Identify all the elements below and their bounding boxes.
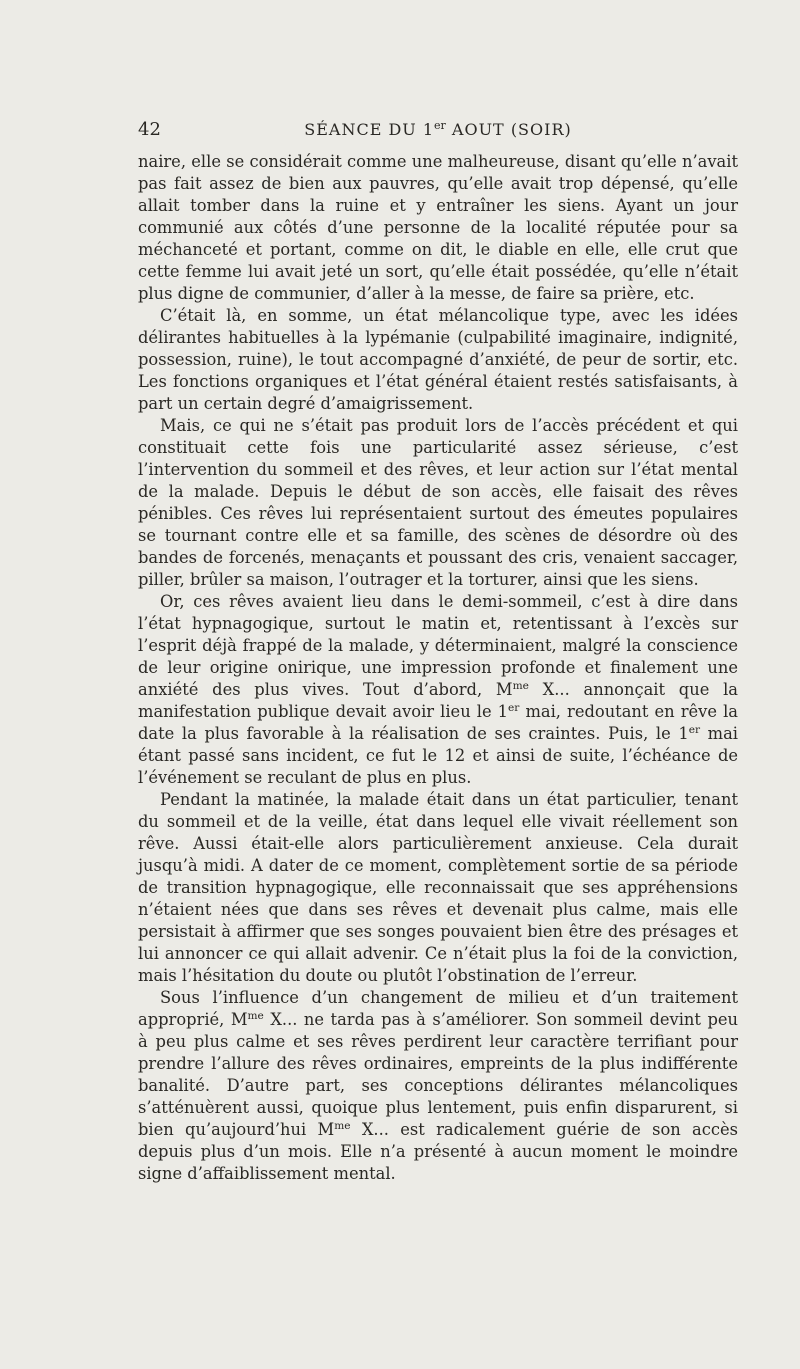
paragraph-1: naire, elle se considérait comme une malheureuse, disant qu’elle n’avait pas fait assez de bien aux pauvres, qu’elle avait trop dépensé, qu’elle allait tomber dans la ruine et y entraîner les siens. Ayant un jour communié aux côtés d’une personne de la localité réputée pour sa méchanceté et portant, comme on dit, le diable en elle, elle crut que cette femme lui avait jeté un sort, qu’elle était possédée, qu’elle n’était plus digne de communier, d’aller à la messe, de faire sa prière, etc. <box>138 152 738 303</box>
body-text <box>138 151 738 1185</box>
page-header <box>138 119 738 149</box>
paragraph-4: Or, ces rêves avaient lieu dans le demi-sommeil, c’est à dire dans l’état hypnagogique, surtout le matin et, retentissant à l’excès sur l’esprit déjà frappé de la malade, y déterminaient, malgré la conscience de leur origine onirique, une impression profonde et finalement une anxiété des plus vives. Tout d’abord, $M^{me}$ X... annonçait que la manifestation publique devait avoir lieu le 1er mai, redoutant en rêve la date la plus favorable à la réalisation de ses craintes. Puis, le 1er mai étant passé sans incident, ce fut le 12 et ainsi de suite, l’échéance de l’événement se reculant de plus en plus. <box>138 592 738 787</box>
paragraph-6: Sous l’influence d’un changement de milieu et d’un traitement approprié, $M^{me}$ X... ne tarda pas à s’améliorer. Son sommeil devint peu à peu plus calme et ses rêves perdirent leur caractère terrifiant pour prendre l’allure des rêves ordinaires, empreints de la plus indifférente banalité. D’autre part, ses conceptions délirantes mélancoliques s’atténuèrent aussi, quoique plus lentement, puis enfin disparurent, si bien qu’aujourd’hui $M^{me}$ X... est radicalement guérie de son accès depuis plus d’un mois. Elle n’a présenté à aucun moment le moindre signe d’affaiblissement mental. <box>138 988 738 1183</box>
page-number: 42 <box>138 119 161 140</box>
paragraph-5: Pendant la matinée, la malade était dans un état particulier, tenant du sommeil et de la veille, état dans lequel elle vivait réellement son rêve. Aussi était-elle alors particulièrement anxieuse. Cela durait jusqu’à midi. A dater de ce moment, complètement sortie de sa période de transition hypnagogique, elle reconnaissait que ses appréhensions n’étaient nées que dans ses rêves et devenait plus calme, mais elle persistait à affirmer que ses songes pouvaient bien être des présages et lui annoncer ce qui allait advenir. Ce n’était plus la foi de la conviction, mais l’hésitation du doute ou plutôt l’obstination de l’erreur. <box>138 790 738 985</box>
running-title: SÉANCE DU 1er AOUT (SOIR) <box>304 118 572 139</box>
paragraph-3: Mais, ce qui ne s’était pas produit lors de l’accès précédent et qui constituait cette fois une particularité assez sérieuse, c’est l’intervention du sommeil et des rêves, et leur action sur l’état mental de la malade. Depuis le début de son accès, elle faisait des rêves pénibles. Ces rêves lui représentaient surtout des émeutes populaires se tournant contre elle et sa famille, des scènes de désordre où des bandes de forcenés, menaçants et poussant des cris, venaient saccager, piller, brûler sa maison, l’outrager et la torturer, ainsi que les siens. <box>138 416 738 589</box>
paragraph-2: C’était là, en somme, un état mélancolique type, avec les idées délirantes habituelles à la lypémanie (culpabilité imaginaire, indignité, possession, ruine), le tout accompagné d’anxiété, de peur de sortir, etc. Les fonctions organiques et l’état général étaient restés satisfaisants, à part un certain degré d’amaigrissement. <box>138 306 738 413</box>
